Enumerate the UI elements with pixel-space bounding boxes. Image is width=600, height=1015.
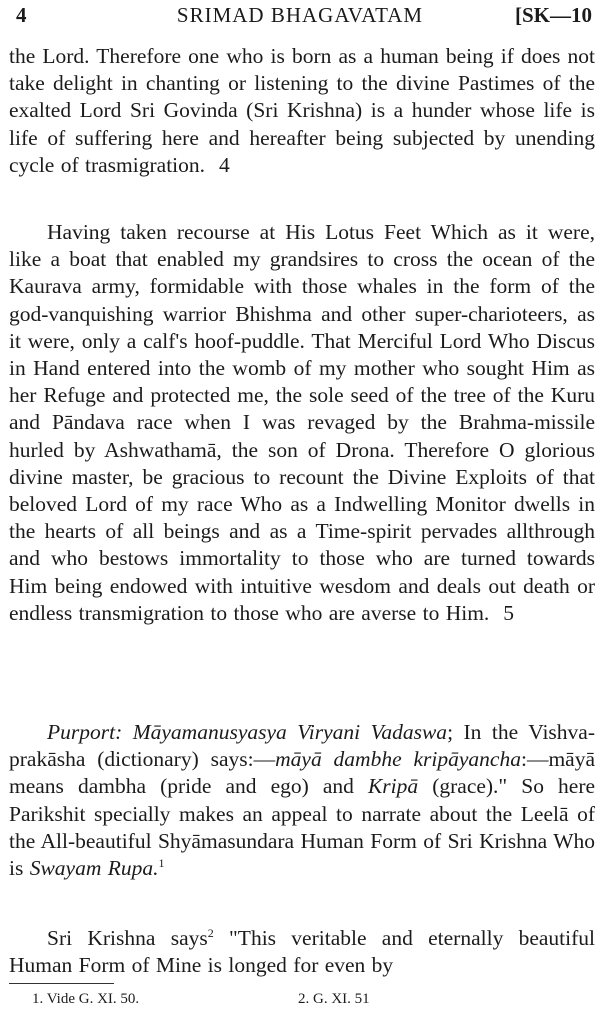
verse-number: 4: [219, 152, 230, 177]
book-title: SRIMAD BHAGAVATAM: [176, 3, 424, 27]
running-header: [0, 2, 600, 28]
paragraph-verse-4: [9, 43, 595, 179]
footnote-ref[interactable]: 2: [207, 925, 214, 940]
sanskrit-term: māyā dambhe kripāyancha: [275, 747, 521, 772]
purport-label: Purport:: [47, 720, 123, 744]
paragraph-text: Having taken recourse at His Lotus Feet Which as it were, like a boat that enabled my grandsires to cross the ocean of the Kaurava army, formidable with those whales in the form of the god-vanquishing warrior Bhishma and other super-charioteers, as it were, only a calf's hoof-puddle. That Merciful Lord Who Discus in Hand entered into the womb of my mother who sought Him as her Refuge and protected me, the sole seed of the tree of the Kuru and Pāndava race when I was revaged by the Brahma-missile hurled by Ashwathamā, the son of Drona. Therefore O glorious divine master, be gracious to recount the Divine Exploits of that beloved Lord of my race Who as a Indwelling Monitor dwells in the hearts of all beings and as a Time-spirit pervades allthrough and who bestows immortality to those who are turned towards Him being endowed with intuitive wesdom and deals out death or endless transmigration to those who are averse to Him.: [9, 220, 595, 625]
paragraph-continued: [9, 925, 595, 979]
verse-number: 5: [503, 600, 515, 625]
purport-paragraph: [9, 719, 595, 882]
paragraph-text: "This veritable and eternally beautiful Human Form of Mine is longed for even by: [9, 926, 596, 978]
sanskrit-term: Swayam Rupa.: [29, 856, 159, 881]
paragraph-text: the Lord. Therefore one who is born as a human being if does not take delight in chanting or listening to the divine Pastimes of the exalted Lord Sri Govinda (Sri Krishna) is a hunder whose life is life of suffering here and hereafter being subjected by unending cycle of trasmigration.: [9, 44, 595, 177]
sanskrit-term: Kripā: [367, 774, 419, 799]
footnote-1: 1. Vide G. XI. 50.: [32, 991, 140, 1007]
page-number: 4: [16, 3, 27, 27]
paragraph-verse-5: [9, 219, 595, 627]
purport-text: :—māyā means dambha (pride and ego) and: [9, 747, 596, 799]
footnote-2: 2. G. XI. 51: [298, 991, 370, 1007]
paragraph-text: Sri Krishna says: [47, 926, 208, 950]
purport-text: (grace)." So here Parikshit specially makes an appeal to narrate about the Leelā of the All-beautiful Shyāmasundara Human Form of Sri Krishna Who is: [9, 774, 596, 881]
footnote-ref[interactable]: 1: [158, 855, 165, 870]
purport-quote: Māyamanusyasya Viryani Vadaswa: [132, 720, 448, 744]
purport-text: ; In the Vishva-prakāsha (dictionary) says:—: [9, 720, 595, 772]
footnote-divider: [9, 983, 114, 984]
section-marker: [SK—10: [514, 3, 592, 27]
